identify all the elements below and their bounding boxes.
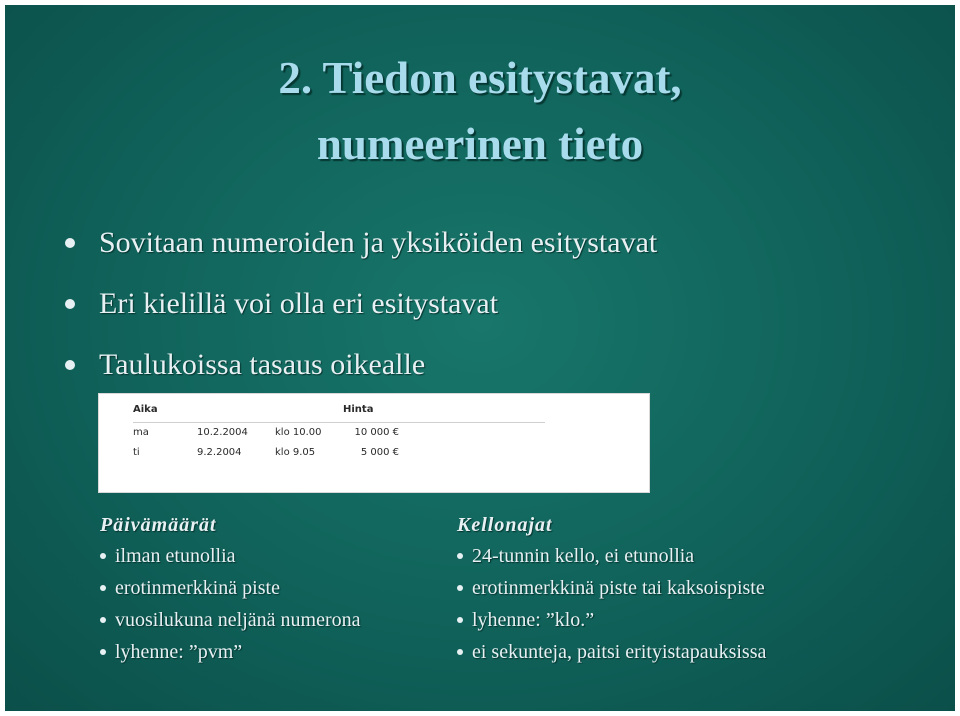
times-heading: Kellonajat: [457, 514, 553, 536]
list-item: [100, 636, 361, 668]
list-item-text: ei sekunteja, paitsi erityistapauksissa: [472, 641, 767, 663]
list-item-text: erotinmerkkinä piste: [115, 577, 280, 599]
bullet-item: [65, 223, 657, 284]
table-header-aika: Aika: [133, 404, 158, 415]
bullet-dot-icon: [100, 617, 106, 623]
table-cell: 5 000 €: [360, 447, 399, 458]
bullet-dot-icon: [457, 585, 463, 591]
table-cell: ma: [133, 427, 149, 438]
times-column: [457, 510, 766, 668]
table-header-hinta: Hinta: [343, 404, 374, 415]
list-item: [457, 636, 766, 668]
list-item: [100, 572, 361, 604]
list-item: [100, 604, 361, 636]
dates-column: [100, 510, 361, 668]
table-cell: klo 10.00: [275, 427, 322, 438]
table-cell: klo 9.05: [275, 447, 316, 458]
bullet-dot-icon: [65, 238, 75, 248]
table-cell: 10.2.2004: [197, 427, 248, 438]
list-item-text: lyhenne: ”pvm”: [115, 641, 243, 663]
main-bullet-list: [65, 223, 657, 406]
title-line-2: numeerinen tieto: [316, 119, 644, 169]
list-item-text: vuosilukuna neljänä numerona: [115, 609, 361, 631]
slide: [5, 5, 955, 711]
bullet-item: [65, 284, 657, 345]
table-header-divider: [133, 422, 545, 423]
list-item: [100, 540, 361, 572]
bullet-text: Eri kielillä voi olla eri esitystavat: [99, 287, 499, 320]
bullet-text: Sovitaan numeroiden ja yksiköiden esitystavat: [99, 226, 658, 259]
example-table: [98, 393, 650, 493]
list-item-text: erotinmerkkinä piste tai kaksoispiste: [472, 577, 765, 599]
bullet-text: Taulukoissa tasaus oikealle: [99, 348, 426, 381]
title-line-1: 2. Tiedon esitystavat,: [278, 53, 682, 103]
list-item: [457, 572, 766, 604]
bullet-dot-icon: [100, 585, 106, 591]
list-item-text: lyhenne: ”klo.”: [472, 609, 595, 631]
bullet-dot-icon: [65, 299, 75, 309]
list-item: [457, 540, 766, 572]
list-item: [457, 604, 766, 636]
bullet-dot-icon: [100, 553, 106, 559]
bullet-dot-icon: [100, 649, 106, 655]
bullet-dot-icon: [457, 617, 463, 623]
bullet-dot-icon: [457, 553, 463, 559]
slide-title: [5, 45, 955, 177]
table-cell: 10 000 €: [354, 427, 399, 438]
table-cell: 9.2.2004: [197, 447, 242, 458]
list-item-text: 24-tunnin kello, ei etunollia: [472, 545, 695, 567]
table-cell: ti: [133, 447, 140, 458]
bullet-dot-icon: [457, 649, 463, 655]
list-item-text: ilman etunollia: [115, 545, 236, 567]
dates-heading: Päivämäärät: [100, 514, 217, 536]
bullet-dot-icon: [65, 360, 75, 370]
